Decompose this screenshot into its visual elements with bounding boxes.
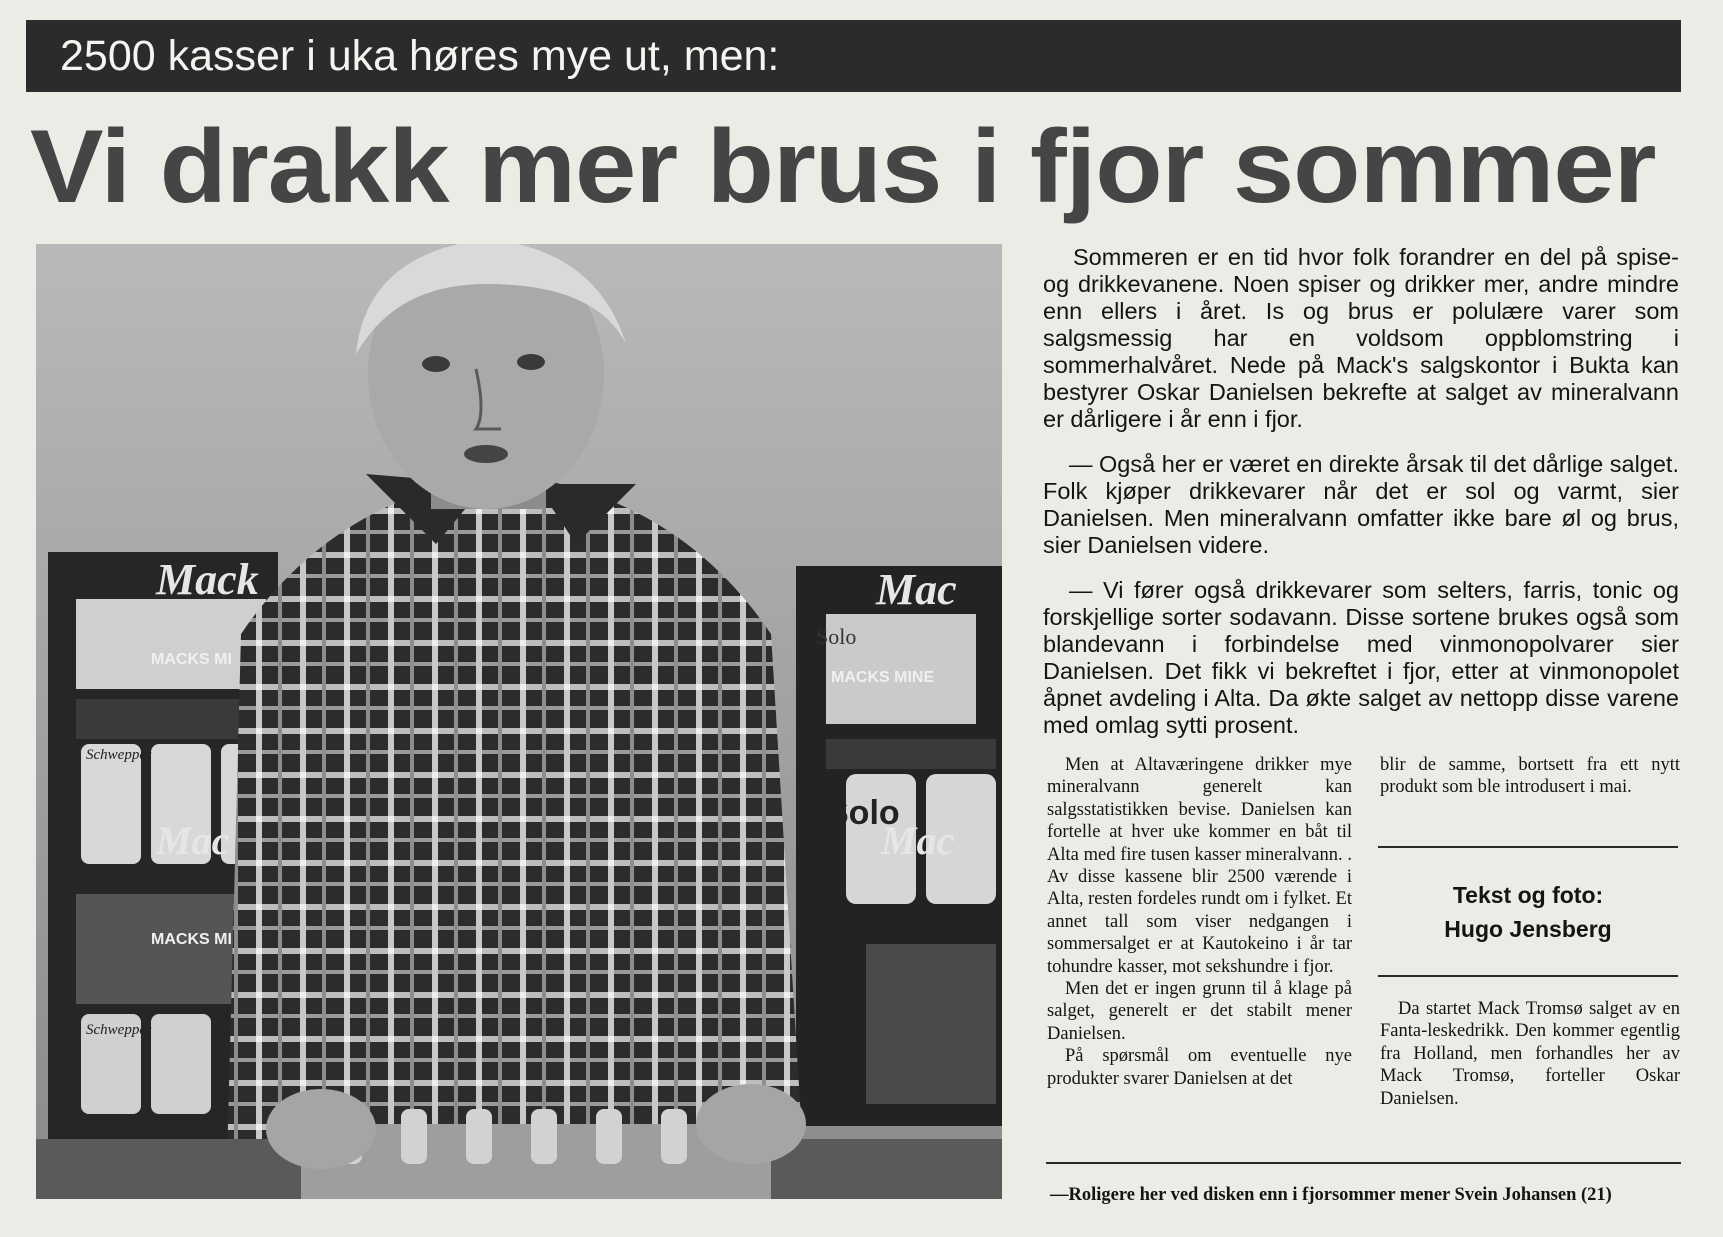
body-paragraph: Da startet Mack Tromsø salget av en Fanta-leskedrikk. Den kommer egentlig fra Holland, men forhandles her av Mack Tromsø, forteller Oskar Danielsen. [1380, 999, 1680, 1109]
caption-rule [1046, 1162, 1681, 1164]
crate-label: Mac [156, 818, 230, 863]
shelf-label: MACKS MI [151, 651, 232, 668]
byline-label: Tekst og foto: [1452, 882, 1604, 908]
divider-rule [1378, 846, 1678, 848]
kicker-text: 2500 kasser i uka høres mye ut, men: [60, 32, 780, 80]
divider-rule [1378, 975, 1678, 977]
kicker-banner [26, 20, 1681, 92]
bottle-label: Schweppes [86, 747, 152, 763]
bottle-label: Schweppes [86, 1022, 152, 1038]
right-hand [696, 1084, 806, 1164]
byline-author: Hugo Jensberg [1444, 916, 1612, 942]
lead-paragraph: — Vi fører også drikkevarer som selters, farris, tonic og forskjellige sorter sodavann. Disse sortene brukes også som blandevann i forbindelse med vinmonopolvarer sier Danielsen. Det fikk vi bekreftet i fjor, etter at vinmonopolet åpnet avdeling i Alta. Da økte salget av nettopp disse varene med omlag sytti prosent. [1043, 577, 1679, 738]
photo-caption: —Roligere her ved disken enn i fjorsommer mener Svein Johansen (21) [1050, 1185, 1612, 1205]
crate-label: Mack [156, 555, 259, 604]
article-photo [36, 244, 1002, 1199]
crate-label: Mac [876, 565, 957, 614]
headline: Vi drakk mer brus i fjor sommer [30, 109, 1656, 225]
body-paragraph: Men at Altaværingene drikker mye mineralvann generelt kan salgsstatistikken bevise. Danielsen kan fortelle at hver uke kommer en båt til Alta med fire tusen kasser mineralvann. . Av disse kassene blir 2500 værende i Alta, resten fordeles rundt om i fylket. Et annet tall som viser nedgangen i sommersalget er at Kautokeino i år tar tohundre kasser, mot sekshundre i fjor. [1047, 755, 1352, 977]
body-paragraph: På spørsmål om eventuelle nye produkter svarer Danielsen at det [1047, 1046, 1352, 1089]
shelf-label: MACKS MINE [831, 669, 935, 686]
left-hand [266, 1089, 376, 1169]
column-left [1047, 754, 1352, 1090]
byline [1378, 878, 1678, 946]
photo-illustration [36, 244, 1002, 1199]
column-right [1380, 754, 1680, 799]
column-right-lower [1380, 998, 1680, 1110]
article-lead [1043, 244, 1679, 757]
crate-label: Mac [881, 818, 955, 863]
bottle-label: Solo [826, 794, 900, 832]
body-paragraph: Men det er ingen grunn til å klage på salget, generelt er det stabilt mener Danielsen. [1047, 979, 1352, 1044]
body-paragraph: blir de samme, bortsett fra ett nytt produkt som ble introdusert i mai. [1380, 755, 1680, 798]
lead-paragraph: — Også her er været en direkte årsak til det dårlige salget. Folk kjøper drikkevarer når det er sol og varmt, sier Danielsen. Men mineralvann omfatter ikke bare øl og brus, sier Danielsen videre. [1043, 451, 1679, 558]
lead-paragraph: Sommeren er en tid hvor folk forandrer en del på spise- og drikkevanene. Noen spiser og drikker mer, andre mindre enn ellers i året. Is og brus er polulære varer som salgsmessig har en voldsom oppblomstring i sommerhalvåret. Nede på Mack's salgskontor i Bukta kan bestyrer Oskar Danielsen bekrefte at salget av mineralvann er dårligere i år enn i fjor. [1043, 244, 1679, 432]
bottle-label: Solo [816, 624, 857, 649]
shelf-label: MACKS MI [151, 931, 232, 948]
